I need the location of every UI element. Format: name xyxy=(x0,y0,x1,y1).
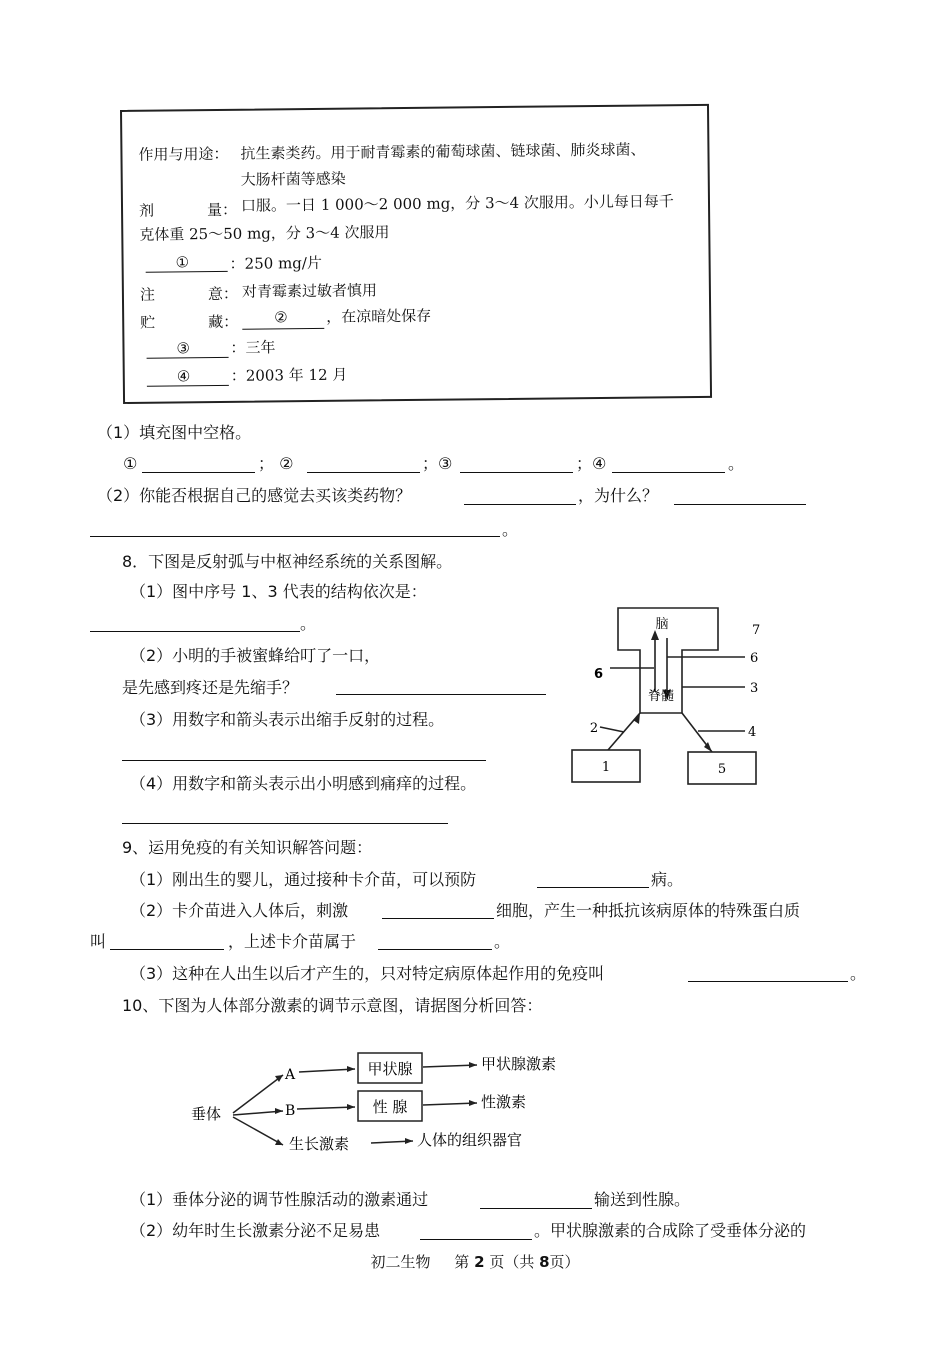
q8-blank-1[interactable] xyxy=(90,631,300,632)
drug-label-box xyxy=(120,104,712,404)
reflex-arc-diagram xyxy=(560,600,790,795)
q7-blank-1[interactable] xyxy=(142,472,255,473)
q7-blank-2[interactable] xyxy=(307,472,420,473)
label-blank-3: ③ xyxy=(176,339,191,358)
num-6-right: 6 xyxy=(750,651,759,666)
q7-end: 。 xyxy=(728,454,745,473)
label-date: ：2003 年 12 月 xyxy=(230,365,348,385)
q8-part3: （3）用数字和箭头表示出缩手反射的过程。 xyxy=(130,710,445,729)
label-note-key-2: 意： xyxy=(207,284,239,304)
organs-label: 人体的组织器官 xyxy=(417,1131,523,1149)
q7-blank-6[interactable] xyxy=(674,504,806,505)
line-b-gonad xyxy=(297,1107,355,1109)
pointer-2 xyxy=(600,727,624,732)
q7-blank-7[interactable] xyxy=(90,536,500,537)
q9-part2-end: 。 xyxy=(494,932,511,951)
footer-page-total: 8 xyxy=(539,1253,550,1271)
footer-subject: 初二生物 xyxy=(370,1253,431,1271)
num-1: 1 xyxy=(601,760,611,775)
q7-why: ，为什么？ xyxy=(578,486,659,505)
line-thyroid-hormone xyxy=(423,1065,477,1067)
hormone-regulation-diagram xyxy=(185,1045,605,1165)
q10-part1-end: 输送到性腺。 xyxy=(594,1190,691,1209)
q8-part2b: 是先感到疼还是先缩手？ xyxy=(122,678,299,697)
arrow-afferent xyxy=(633,713,640,724)
line-a-thyroid xyxy=(299,1069,355,1072)
label-a: A xyxy=(285,1067,296,1083)
footer-page-pre: 第 xyxy=(454,1253,470,1271)
page-footer xyxy=(0,1252,950,1272)
q9-part1-end: 病。 xyxy=(651,870,684,889)
line-to-a xyxy=(233,1075,283,1113)
label-blank-2: ② xyxy=(274,308,288,327)
label-dose-value: 口服。一日 1 000～2 000 mg，分 3～4 次服用。小儿每日每千 xyxy=(240,192,674,215)
label-blank-2-line xyxy=(242,328,324,330)
q7-part2-end: 。 xyxy=(502,520,519,539)
q9-blank-2[interactable] xyxy=(382,918,494,919)
label-storage-key-2: 藏： xyxy=(208,312,239,332)
q9-part1: （1）刚出生的婴儿，通过接种卡介苗，可以预防 xyxy=(130,870,477,889)
label-spec: ：250 mg/片 xyxy=(229,253,322,273)
num-6-left: 6 xyxy=(594,667,604,682)
q10-part2: （2）幼年时生长激素分泌不足易患 xyxy=(130,1221,381,1240)
label-blank-1: ① xyxy=(175,253,190,272)
label-validity: ：三年 xyxy=(230,338,276,357)
line-gonad-hormone xyxy=(423,1103,477,1105)
q9-part3: （3）这种在人出生以后才产生的，只对特定病原体起作用的免疫叫 xyxy=(130,964,605,983)
q8-blank-2[interactable] xyxy=(336,694,546,695)
footer-page-num: 2 xyxy=(474,1253,485,1271)
q7-blank-4[interactable] xyxy=(612,472,725,473)
q8-title: 8．下图是反射弧与中枢神经系统的关系图解。 xyxy=(122,552,453,571)
q9-part2d: ，上述卡介苗属于 xyxy=(228,932,357,951)
spinal-cord-label: 脊髓 xyxy=(647,689,675,704)
q9-part2b: 细胞，产生一种抵抗该病原体的特殊蛋白质 xyxy=(496,901,801,920)
q7-c1: ① xyxy=(123,454,138,473)
q7-c4: ；④ xyxy=(576,454,607,473)
growth-hormone-label: 生长激素 xyxy=(289,1135,350,1153)
label-usage-key: 作用与用途： xyxy=(138,144,229,164)
num-4: 4 xyxy=(748,725,757,740)
line-to-gh xyxy=(233,1117,283,1145)
label-dose-key-1: 剂 xyxy=(138,201,155,220)
q7-part1: （1）填充图中空格。 xyxy=(97,423,252,442)
q8-part2a: （2）小明的手被蜜蜂给叮了一口， xyxy=(130,646,381,665)
thyroid-hormone-label: 甲状腺激素 xyxy=(481,1055,557,1073)
thyroid-label: 甲状腺 xyxy=(367,1060,413,1078)
footer-page-mid: 页（共 xyxy=(489,1253,535,1271)
q8-part1-end: 。 xyxy=(300,614,317,633)
q10-blank-1[interactable] xyxy=(480,1208,592,1209)
q9-blank-3[interactable] xyxy=(110,949,224,950)
q9-part3-end: 。 xyxy=(850,964,867,983)
q10-title: 10、下图为人体部分激素的调节示意图，请据图分析回答： xyxy=(122,996,543,1015)
q10-blank-2[interactable] xyxy=(420,1239,532,1240)
q8-part1: （1）图中序号 1、3 代表的结构依次是： xyxy=(130,582,427,601)
q8-blank-3[interactable] xyxy=(122,760,486,761)
label-note-key-1: 注 xyxy=(139,285,156,304)
footer-page-post: 页） xyxy=(549,1253,580,1271)
label-usage-cont: 大肠杆菌等感染 xyxy=(240,169,346,189)
label-blank-4: ④ xyxy=(176,367,191,386)
label-dose-key-2: 量： xyxy=(206,200,238,220)
q7-part2: （2）你能否根据自己的感觉去买该类药物？ xyxy=(97,486,412,505)
num-7: 7 xyxy=(752,623,761,638)
sex-hormone-label: 性激素 xyxy=(481,1093,527,1111)
q9-blank-1[interactable] xyxy=(537,887,649,888)
brain-label: 脑 xyxy=(655,617,669,632)
label-usage-value: 抗生素类药。用于耐青霉素的葡萄球菌、链球菌、肺炎球菌、 xyxy=(240,140,646,163)
label-b: B xyxy=(285,1103,296,1119)
q9-part2c: 叫 xyxy=(90,932,107,951)
q9-blank-5[interactable] xyxy=(688,981,848,982)
pituitary-label: 垂体 xyxy=(191,1105,222,1123)
label-storage-key-1: 贮 xyxy=(140,313,156,332)
q9-blank-4[interactable] xyxy=(378,949,492,950)
q8-part4: （4）用数字和箭头表示出小明感到痛痒的过程。 xyxy=(130,774,477,793)
label-note-value: 对青霉素过敏者慎用 xyxy=(241,281,378,301)
q7-blank-5[interactable] xyxy=(464,504,576,505)
q10-part2-cont: 。甲状腺激素的合成除了受垂体分泌的 xyxy=(534,1221,807,1240)
num-2: 2 xyxy=(589,721,599,736)
label-dose-cont: 克体重 25～50 mg，分 3～4 次服用 xyxy=(139,223,390,244)
q7-c2: ； ② xyxy=(258,454,294,473)
q10-part1: （1）垂体分泌的调节性腺活动的激素通过 xyxy=(130,1190,429,1209)
num-3: 3 xyxy=(750,681,759,696)
q7-c3: ；③ xyxy=(422,454,453,473)
num-5: 5 xyxy=(717,762,727,777)
label-storage-value: ，在凉暗处保存 xyxy=(326,306,432,326)
q9-title: 9、运用免疫的有关知识解答问题： xyxy=(122,838,373,857)
q8-blank-4[interactable] xyxy=(122,823,448,824)
q7-blank-3[interactable] xyxy=(460,472,573,473)
q9-part2a: （2）卡介苗进入人体后，刺激 xyxy=(130,901,349,920)
gonad-label: 性 腺 xyxy=(372,1098,408,1116)
